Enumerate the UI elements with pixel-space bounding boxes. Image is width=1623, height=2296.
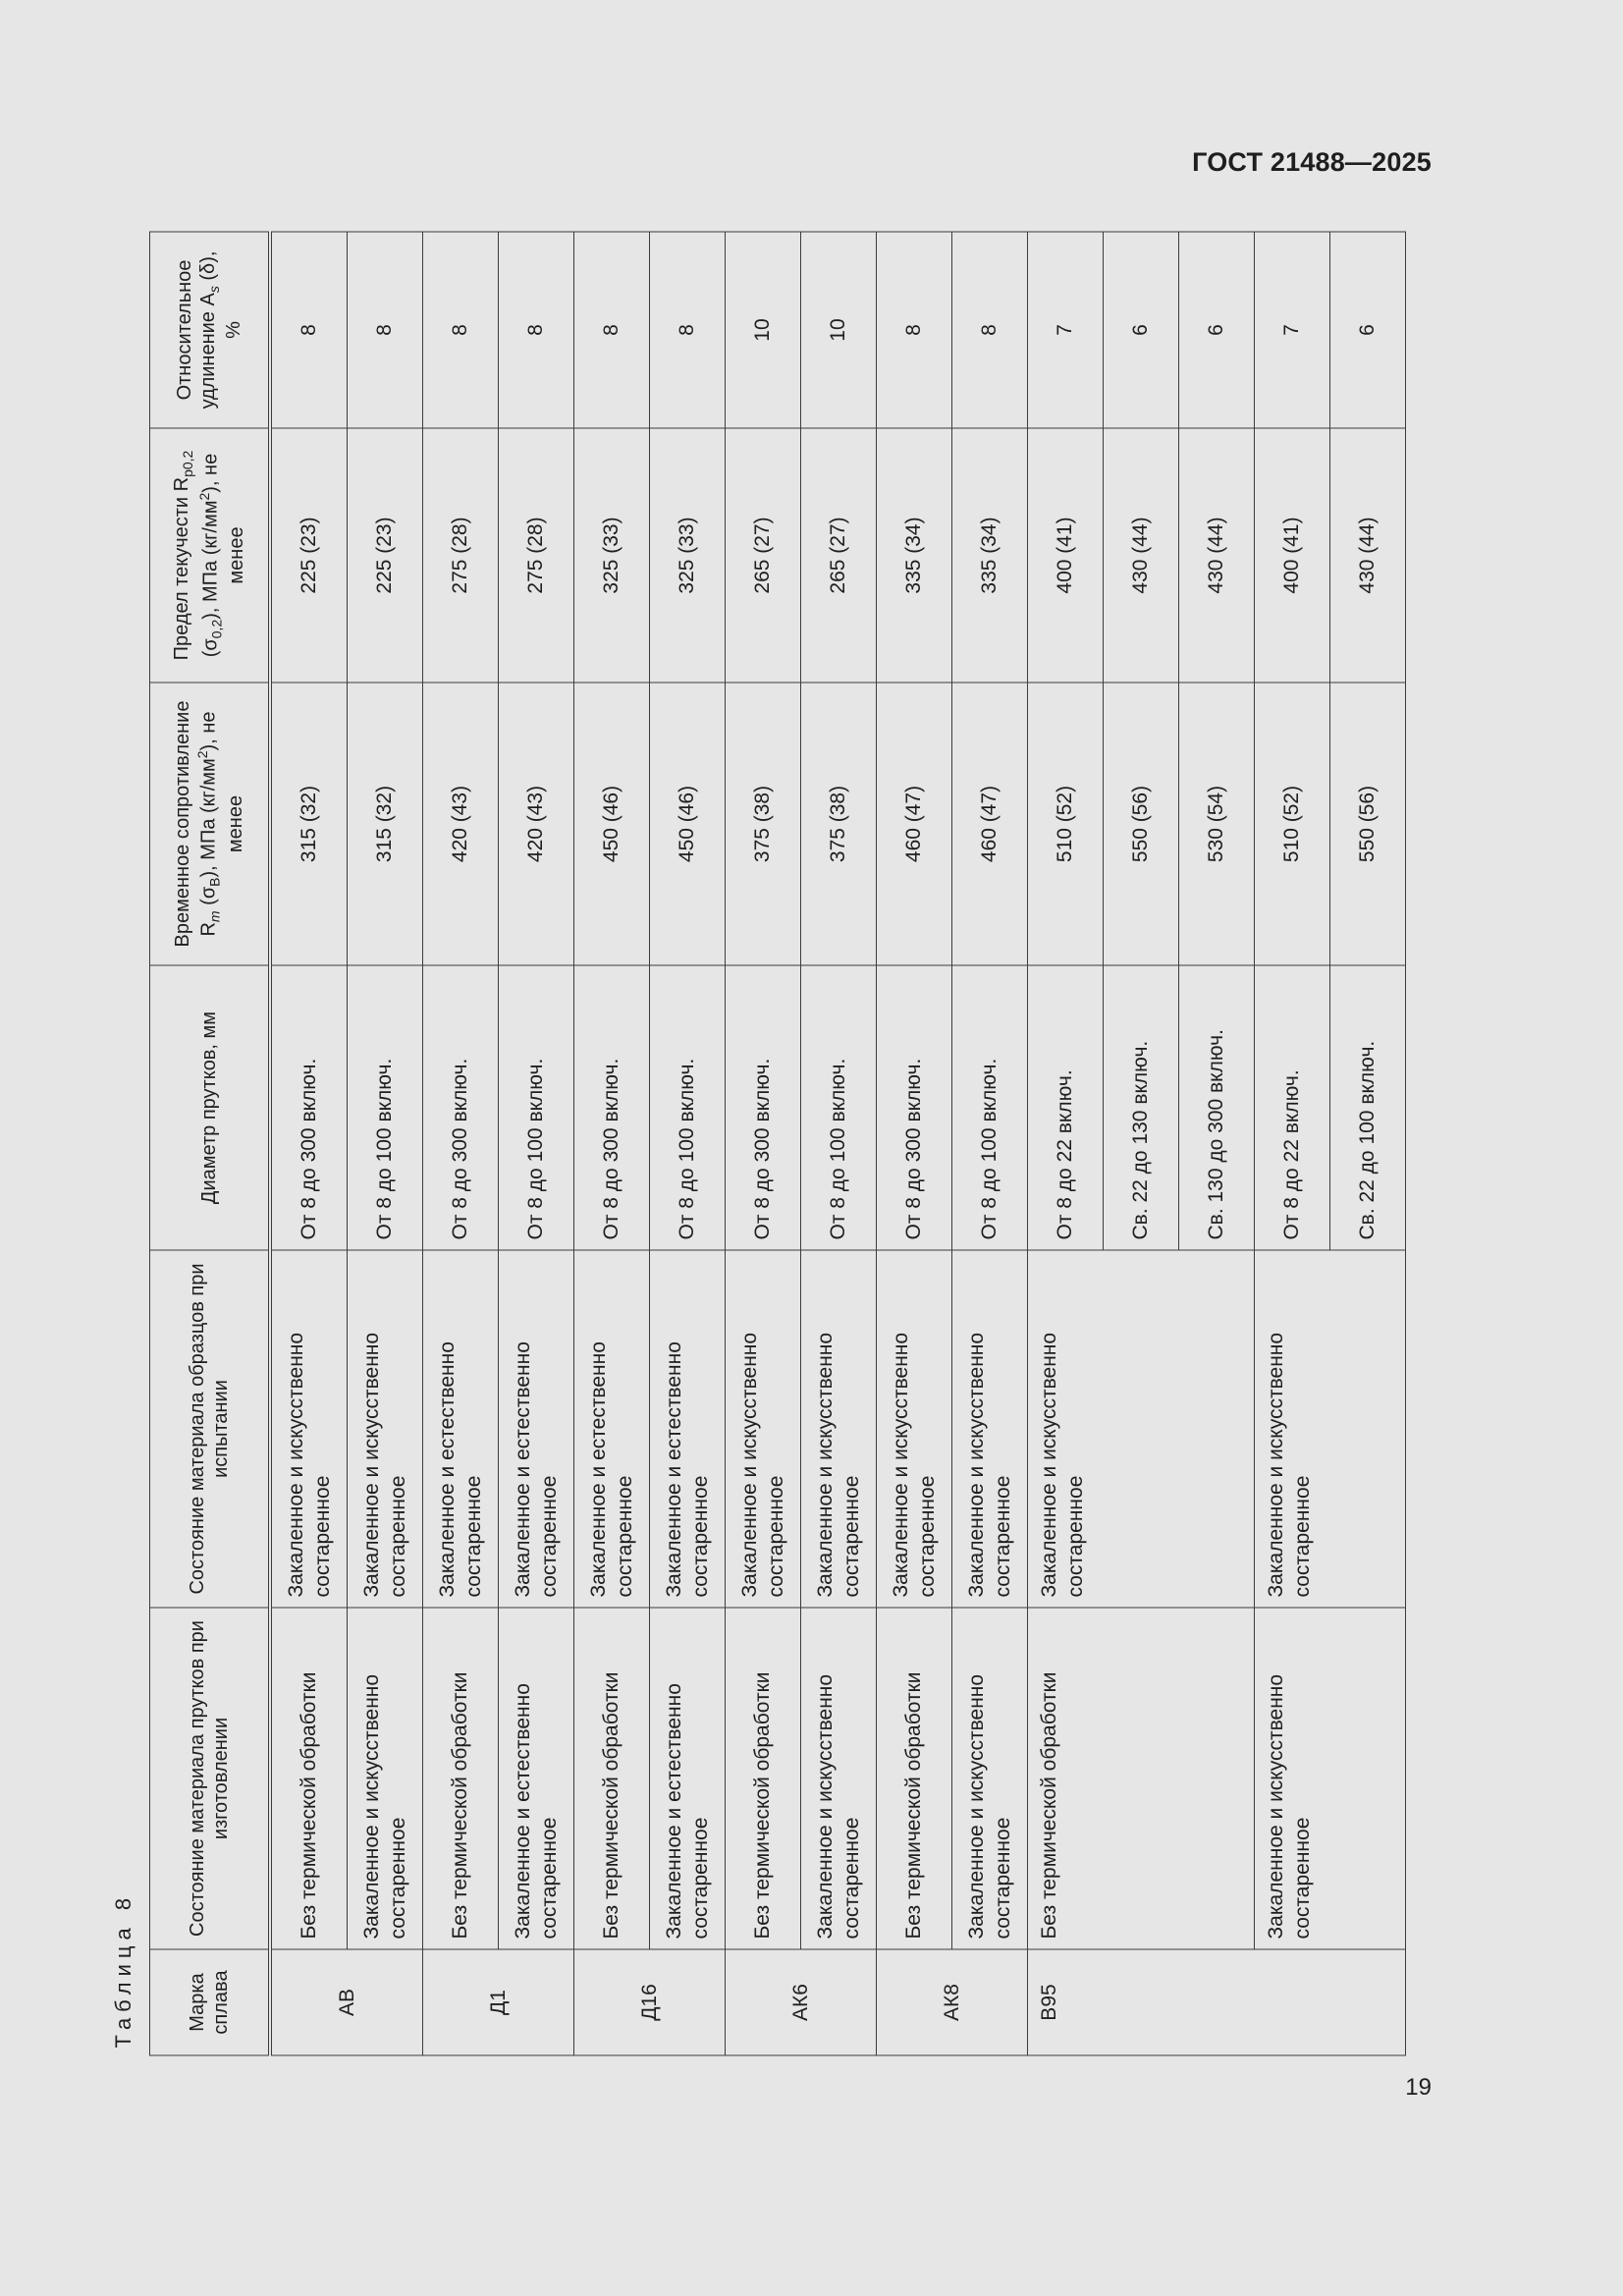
cell-grade: Д16 [574, 1949, 726, 2055]
cell-grade: АК8 [877, 1949, 1028, 2055]
cell-tensile: 460 (47) [877, 683, 952, 965]
col-header-state-manufacture: Состояние материала прутков при изготовлении [150, 1608, 271, 1949]
table-row [726, 232, 801, 2055]
table-row [952, 232, 1028, 2055]
cell-state-manufacture: Без термической обработки [1028, 1608, 1255, 1949]
cell-state-test: Закаленное и естественно состаренное [423, 1250, 499, 1608]
cell-tensile: 315 (32) [348, 683, 423, 965]
cell-elongation: 8 [270, 232, 348, 428]
page-number: 19 [1405, 2074, 1432, 2101]
cell-diameter: От 8 до 300 включ. [877, 965, 952, 1250]
cell-yield: 400 (41) [1255, 428, 1330, 683]
cell-state-manufacture: Закаленное и искусственно состаренное [952, 1608, 1028, 1949]
cell-diameter: От 8 до 100 включ. [348, 965, 423, 1250]
cell-state-manufacture: Без термической обработки [877, 1608, 952, 1949]
table-row [270, 232, 348, 2055]
cell-state-test: Закаленное и искусственно состаренное [1028, 1250, 1255, 1608]
col-header-grade: Марка сплава [150, 1949, 271, 2055]
cell-state-test: Закаленное и искусственно состаренное [877, 1250, 952, 1608]
cell-elongation: 6 [1330, 232, 1406, 428]
col-header-yield: Предел текучести $R_{p0,2}$ $(\sigma_{0,2})$, МПа $(кг/мм^2)$, не менее [150, 428, 271, 683]
cell-tensile: 420 (43) [423, 683, 499, 965]
table-header-row [150, 232, 271, 2055]
table-row [877, 232, 952, 2055]
cell-yield: 335 (34) [952, 428, 1028, 683]
cell-yield: 225 (23) [270, 428, 348, 683]
table-row [801, 232, 877, 2055]
cell-state-manufacture: Закаленное и искусственно состаренное [801, 1608, 877, 1949]
cell-tensile: 450 (46) [574, 683, 650, 965]
cell-grade: АК6 [726, 1949, 877, 2055]
cell-state-test: Закаленное и искусственно состаренное [726, 1250, 801, 1608]
cell-tensile: 510 (52) [1255, 683, 1330, 965]
table-row [499, 232, 574, 2055]
cell-elongation: 8 [423, 232, 499, 428]
cell-tensile: 375 (38) [801, 683, 877, 965]
cell-grade: Д1 [423, 1949, 574, 2055]
cell-yield: 225 (23) [348, 428, 423, 683]
cell-tensile: 550 (56) [1330, 683, 1406, 965]
cell-tensile: 510 (52) [1028, 683, 1104, 965]
cell-yield: 325 (33) [574, 428, 650, 683]
cell-elongation: 8 [877, 232, 952, 428]
cell-tensile: 375 (38) [726, 683, 801, 965]
cell-elongation: 8 [952, 232, 1028, 428]
document-standard-header: ГОСТ 21488—2025 [1192, 147, 1432, 177]
cell-diameter: Св. 22 до 100 включ. [1330, 965, 1406, 1250]
cell-elongation: 8 [348, 232, 423, 428]
cell-diameter: От 8 до 100 включ. [650, 965, 726, 1250]
cell-yield: 335 (34) [877, 428, 952, 683]
table-row [348, 232, 423, 2055]
cell-tensile: 450 (46) [650, 683, 726, 965]
cell-elongation: 6 [1104, 232, 1179, 428]
cell-diameter: От 8 до 300 включ. [423, 965, 499, 1250]
cell-diameter: От 8 до 100 включ. [952, 965, 1028, 1250]
cell-yield: 275 (28) [423, 428, 499, 683]
table-row [574, 232, 650, 2055]
cell-state-test: Закаленное и искусственно состаренное [270, 1250, 348, 1608]
col-header-state-test: Состояние материала образцов при испытании [150, 1250, 271, 1608]
cell-state-manufacture: Закаленное и естественно состаренное [650, 1608, 726, 1949]
cell-yield: 265 (27) [801, 428, 877, 683]
cell-state-test: Закаленное и искусственно состаренное [952, 1250, 1028, 1608]
cell-state-manufacture: Закаленное и искусственно состаренное [1255, 1608, 1406, 1949]
cell-state-manufacture: Без термической обработки [423, 1608, 499, 1949]
cell-state-manufacture: Без термической обработки [726, 1608, 801, 1949]
cell-tensile: 530 (54) [1179, 683, 1255, 965]
cell-diameter: От 8 до 300 включ. [270, 965, 348, 1250]
table-row [650, 232, 726, 2055]
cell-state-test: Закаленное и искусственно состаренное [1255, 1250, 1406, 1608]
rotated-table-block [104, 233, 1380, 2056]
cell-elongation: 10 [726, 232, 801, 428]
cell-elongation: 8 [650, 232, 726, 428]
cell-yield: 400 (41) [1028, 428, 1104, 683]
cell-diameter: От 8 до 100 включ. [801, 965, 877, 1250]
col-header-tensile: Временное сопротивление $R_m$ $(\sigma_В)$, МПа $(кг/мм^2)$, не менее [150, 683, 271, 965]
cell-elongation: 7 [1028, 232, 1104, 428]
cell-yield: 275 (28) [499, 428, 574, 683]
cell-state-test: Закаленное и искусственно состаренное [348, 1250, 423, 1608]
cell-elongation: 10 [801, 232, 877, 428]
cell-elongation: 8 [574, 232, 650, 428]
table-row [1028, 232, 1104, 2055]
cell-diameter: От 8 до 300 включ. [574, 965, 650, 1250]
cell-diameter: От 8 до 22 включ. [1028, 965, 1104, 1250]
table-caption: Таблица 8 [111, 1891, 135, 2049]
cell-grade: В95 [1028, 1949, 1406, 2055]
cell-elongation: 8 [499, 232, 574, 428]
cell-state-test: Закаленное и естественно состаренное [499, 1250, 574, 1608]
cell-diameter: От 8 до 22 включ. [1255, 965, 1330, 1250]
cell-diameter: Св. 130 до 300 включ. [1179, 965, 1255, 1250]
table-row [423, 232, 499, 2055]
cell-state-manufacture: Закаленное и искусственно состаренное [348, 1608, 423, 1949]
properties-table [149, 232, 1406, 2056]
cell-tensile: 315 (32) [270, 683, 348, 965]
cell-yield: 430 (44) [1179, 428, 1255, 683]
cell-diameter: Св. 22 до 130 включ. [1104, 965, 1179, 1250]
cell-diameter: От 8 до 100 включ. [499, 965, 574, 1250]
cell-elongation: 7 [1255, 232, 1330, 428]
cell-state-test: Закаленное и искусственно состаренное [801, 1250, 877, 1608]
cell-tensile: 550 (56) [1104, 683, 1179, 965]
cell-tensile: 460 (47) [952, 683, 1028, 965]
cell-tensile: 420 (43) [499, 683, 574, 965]
cell-yield: 430 (44) [1330, 428, 1406, 683]
cell-yield: 265 (27) [726, 428, 801, 683]
cell-yield: 325 (33) [650, 428, 726, 683]
col-header-elongation: Относительное удлинение $A_s$ (δ), % [150, 232, 271, 428]
cell-state-manufacture: Без термической обработки [270, 1608, 348, 1949]
cell-yield: 430 (44) [1104, 428, 1179, 683]
cell-state-manufacture: Без термической обработки [574, 1608, 650, 1949]
cell-grade: АВ [270, 1949, 423, 2055]
cell-state-manufacture: Закаленное и естественно состаренное [499, 1608, 574, 1949]
col-header-diameter: Диаметр прутков, мм [150, 965, 271, 1250]
cell-state-test: Закаленное и естественно состаренное [574, 1250, 650, 1608]
cell-elongation: 6 [1179, 232, 1255, 428]
cell-state-test: Закаленное и естественно состаренное [650, 1250, 726, 1608]
table-row [1255, 232, 1330, 2055]
cell-diameter: От 8 до 300 включ. [726, 965, 801, 1250]
